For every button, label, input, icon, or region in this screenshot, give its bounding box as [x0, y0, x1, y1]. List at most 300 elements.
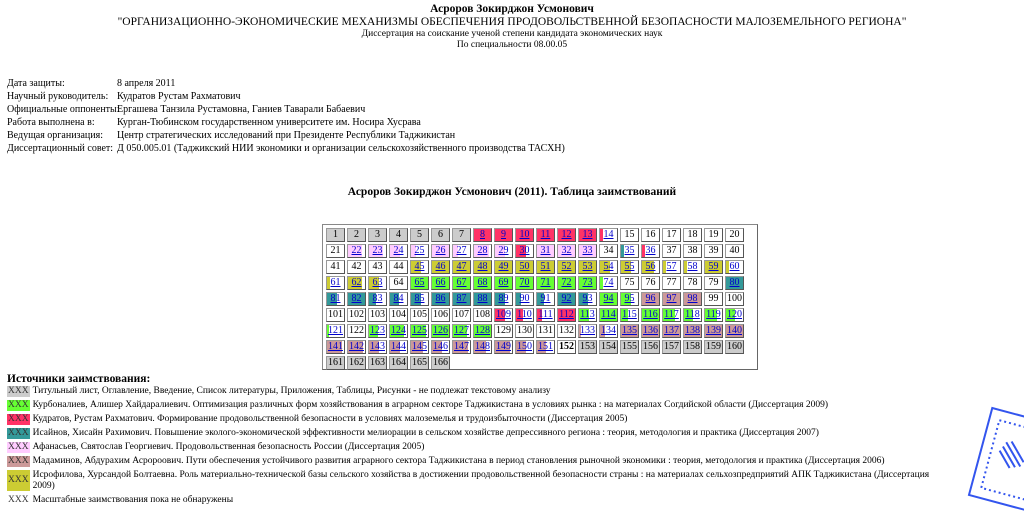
page-cell[interactable]	[389, 324, 408, 338]
page-cell	[683, 340, 702, 354]
page-number: 158	[685, 341, 700, 352]
page-cell[interactable]	[368, 324, 387, 338]
page-number: 166	[433, 357, 448, 368]
page-cell[interactable]	[431, 324, 450, 338]
page-cell[interactable]	[473, 324, 492, 338]
page-cell[interactable]	[599, 276, 618, 290]
page-cell[interactable]	[494, 228, 513, 242]
page-cell[interactable]	[473, 292, 492, 306]
page-link[interactable]: 145	[412, 341, 427, 352]
page-cell[interactable]	[725, 276, 744, 290]
page-number: 18	[687, 229, 698, 240]
page-cell[interactable]	[452, 340, 471, 354]
page-cell	[704, 228, 723, 242]
page-cell[interactable]	[368, 340, 387, 354]
page-link[interactable]: 146	[433, 341, 448, 352]
page-link[interactable]: 72	[561, 277, 572, 288]
page-link[interactable]: 94	[603, 293, 614, 304]
page-cell[interactable]	[515, 308, 534, 322]
page-cell	[389, 308, 408, 322]
legend-text: Кудратов, Рустам Рахматович. Формирование продовольственной безопасности в условиях малоземелья и трудоизбыточности (Диссертация 2005)	[32, 414, 628, 424]
page-link[interactable]: 60	[729, 261, 740, 272]
page-number: 5	[417, 229, 422, 240]
page-link[interactable]: 9	[501, 229, 506, 240]
page-cell[interactable]	[410, 340, 429, 354]
page-link[interactable]: 117	[664, 309, 679, 320]
page-cell[interactable]	[557, 276, 576, 290]
page-cell[interactable]	[515, 340, 534, 354]
page-cell[interactable]	[536, 260, 555, 274]
page-cell	[704, 276, 723, 290]
page-cell[interactable]	[557, 292, 576, 306]
page-link[interactable]: 45	[414, 261, 425, 272]
page-cell[interactable]	[578, 308, 597, 322]
page-cell	[725, 340, 744, 354]
page-link[interactable]: 115	[622, 309, 637, 320]
page-link[interactable]: 85	[414, 293, 425, 304]
page-link[interactable]: 149	[496, 341, 511, 352]
page-cell	[389, 228, 408, 242]
page-link[interactable]: 30	[519, 245, 530, 256]
page-link[interactable]: 98	[687, 293, 698, 304]
page-cell[interactable]	[536, 340, 555, 354]
page-cell	[389, 276, 408, 290]
page-link[interactable]: 12	[561, 229, 572, 240]
page-cell[interactable]	[620, 292, 639, 306]
page-cell[interactable]	[431, 292, 450, 306]
page-cell[interactable]	[641, 260, 660, 274]
page-number: 7	[459, 229, 464, 240]
page-link[interactable]: 33	[582, 245, 593, 256]
dissertation-title: "ОРГАНИЗАЦИОННО-ЭКОНОМИЧЕСКИЕ МЕХАНИЗМЫ ОБЕСПЕЧЕНИЯ ПРОДОВОЛЬСТВЕННОЙ БЕЗОПАСНОСТИ МАЛОЗЕМЕЛЬНОГО РЕГИОНА"	[117, 16, 907, 28]
page-link[interactable]: 140	[727, 325, 742, 336]
page-cell[interactable]	[641, 324, 660, 338]
page-cell[interactable]	[662, 308, 681, 322]
page-cell[interactable]	[683, 260, 702, 274]
author-name: Асроров Зокирджон Усмонович	[430, 3, 594, 15]
page-cell[interactable]	[599, 308, 618, 322]
page-cell[interactable]	[578, 292, 597, 306]
page-cell[interactable]	[599, 324, 618, 338]
page-cell	[641, 228, 660, 242]
page-link[interactable]: 65	[414, 277, 425, 288]
page-link[interactable]: 36	[645, 245, 656, 256]
page-link[interactable]: 138	[685, 325, 700, 336]
page-link[interactable]: 124	[391, 325, 406, 336]
page-link[interactable]: 112	[559, 309, 574, 320]
page-cell[interactable]	[326, 292, 345, 306]
page-link[interactable]: 55	[624, 261, 635, 272]
page-cell[interactable]	[494, 276, 513, 290]
page-link[interactable]: 66	[435, 277, 446, 288]
page-link[interactable]: 144	[391, 341, 406, 352]
info-label: Работа выполнена в:	[7, 117, 95, 128]
page-cell[interactable]	[326, 340, 345, 354]
page-cell	[662, 340, 681, 354]
page-link[interactable]: 8	[480, 229, 485, 240]
page-link[interactable]: 73	[582, 277, 593, 288]
page-cell[interactable]	[683, 292, 702, 306]
legend-text: Исайнов, Хисайн Рахимович. Повышение эколого-экономической эффективности мелиорации в сельском хозяйстве депрессивного региона : теория, методология и практика (Диссертация 2007)	[32, 428, 819, 438]
page-link[interactable]: 67	[456, 277, 467, 288]
page-link[interactable]: 24	[393, 245, 404, 256]
page-number: 106	[433, 309, 448, 320]
page-number: 15	[624, 229, 635, 240]
page-link[interactable]: 53	[582, 261, 593, 272]
page-link[interactable]: 70	[519, 277, 530, 288]
page-link[interactable]: 141	[328, 341, 343, 352]
page-link[interactable]: 80	[729, 277, 740, 288]
page-link[interactable]: 69	[498, 277, 509, 288]
page-cell	[410, 228, 429, 242]
page-number: 44	[393, 261, 404, 272]
page-cell[interactable]	[389, 244, 408, 258]
info-row	[7, 103, 565, 116]
page-link[interactable]: 23	[372, 245, 383, 256]
page-link[interactable]: 62	[351, 277, 362, 288]
legend-text: Афанасьев, Святослав Георгиевич. Продовольственная безопасность России (Диссертация 2005)	[32, 442, 425, 452]
page-link[interactable]: 114	[601, 309, 616, 320]
legend-text: Титульный лист, Оглавление, Введение, Список литературы, Приложения, Таблицы, Рисунки - не подлежат текстовому анализу	[32, 386, 551, 396]
legend-title: Источники заимствования:	[7, 373, 151, 385]
page-cell	[557, 340, 576, 354]
page-cell[interactable]	[578, 228, 597, 242]
page-cell[interactable]	[473, 244, 492, 258]
info-row	[7, 77, 565, 90]
legend-item	[7, 414, 947, 425]
page-cell[interactable]	[557, 260, 576, 274]
page-link[interactable]: 51	[540, 261, 551, 272]
specialty-line: По специальности 08.00.05	[456, 40, 568, 50]
page-link[interactable]: 11	[540, 229, 551, 240]
page-link[interactable]: 47	[456, 261, 467, 272]
page-cell	[347, 356, 366, 370]
page-cell[interactable]	[389, 340, 408, 354]
page-cell[interactable]	[557, 308, 576, 322]
page-number: 76	[645, 277, 656, 288]
page-cell[interactable]	[662, 324, 681, 338]
page-link[interactable]: 35	[624, 245, 635, 256]
page-link[interactable]: 128	[475, 325, 490, 336]
page-link[interactable]: 26	[435, 245, 446, 256]
page-cell[interactable]	[515, 228, 534, 242]
page-cell[interactable]	[662, 260, 681, 274]
page-cell[interactable]	[578, 260, 597, 274]
page-cell	[725, 244, 744, 258]
page-cell[interactable]	[368, 244, 387, 258]
page-cell	[704, 292, 723, 306]
page-cell[interactable]	[515, 292, 534, 306]
page-number: 99	[708, 293, 719, 304]
page-cell	[368, 356, 387, 370]
page-cell[interactable]	[431, 276, 450, 290]
page-link[interactable]: 133	[580, 325, 595, 336]
page-cell[interactable]	[620, 308, 639, 322]
page-cell[interactable]	[557, 244, 576, 258]
page-link[interactable]: 68	[477, 277, 488, 288]
page-cell[interactable]	[536, 276, 555, 290]
info-label: Официальные оппоненты:	[7, 104, 120, 115]
page-link[interactable]: 95	[624, 293, 635, 304]
page-link[interactable]: 123	[370, 325, 385, 336]
page-cell[interactable]	[452, 292, 471, 306]
page-link[interactable]: 127	[454, 325, 469, 336]
page-number: 162	[349, 357, 364, 368]
page-cell[interactable]	[725, 260, 744, 274]
page-grid	[322, 224, 758, 370]
page-cell[interactable]	[326, 324, 345, 338]
page-cell[interactable]	[620, 260, 639, 274]
page-link[interactable]: 71	[540, 277, 551, 288]
page-number: 164	[391, 357, 406, 368]
page-link[interactable]: 111	[538, 309, 553, 320]
page-cell[interactable]	[704, 324, 723, 338]
page-link[interactable]: 84	[393, 293, 404, 304]
page-cell[interactable]	[536, 228, 555, 242]
page-cell[interactable]	[494, 260, 513, 274]
page-cell[interactable]	[494, 340, 513, 354]
page-link[interactable]: 57	[666, 261, 677, 272]
info-value: Курган-Тюбинском государственном университете им. Носира Хусрава	[117, 117, 421, 128]
page-number: 108	[475, 309, 490, 320]
page-cell[interactable]	[368, 276, 387, 290]
page-cell[interactable]	[347, 292, 366, 306]
page-link[interactable]: 49	[498, 261, 509, 272]
page-cell[interactable]	[704, 308, 723, 322]
page-link[interactable]: 90	[519, 293, 530, 304]
page-link[interactable]: 151	[538, 341, 553, 352]
page-link[interactable]: 81	[330, 293, 341, 304]
page-cell[interactable]	[410, 244, 429, 258]
info-row	[7, 90, 565, 103]
page-cell	[578, 340, 597, 354]
page-number: 21	[330, 245, 341, 256]
page-cell[interactable]	[578, 324, 597, 338]
page-cell[interactable]	[536, 308, 555, 322]
grid-row	[326, 340, 744, 354]
page-link[interactable]: 87	[456, 293, 467, 304]
page-cell[interactable]	[473, 340, 492, 354]
page-number: 161	[328, 357, 343, 368]
page-cell[interactable]	[410, 292, 429, 306]
page-link[interactable]: 31	[540, 245, 551, 256]
info-label: Диссертационный совет:	[7, 143, 114, 154]
page-cell[interactable]	[494, 292, 513, 306]
page-cell[interactable]	[515, 276, 534, 290]
page-link[interactable]: 25	[414, 245, 425, 256]
grid-row	[326, 308, 744, 322]
page-cell[interactable]	[536, 292, 555, 306]
page-link[interactable]: 139	[706, 325, 721, 336]
page-link[interactable]: 120	[727, 309, 742, 320]
page-link[interactable]: 92	[561, 293, 572, 304]
page-number: 77	[666, 277, 677, 288]
page-cell[interactable]	[452, 260, 471, 274]
page-number: 101	[328, 309, 343, 320]
page-cell[interactable]	[536, 244, 555, 258]
page-cell[interactable]	[494, 308, 513, 322]
page-link[interactable]: 150	[517, 341, 532, 352]
info-value: Центр стратегических исследований при Президенте Республики Таджикистан	[117, 130, 456, 141]
page-link[interactable]: 86	[435, 293, 446, 304]
page-cell[interactable]	[578, 276, 597, 290]
info-label: Ведущая организация:	[7, 130, 104, 141]
page-link[interactable]: 113	[580, 309, 595, 320]
page-cell[interactable]	[410, 324, 429, 338]
page-number: 132	[559, 325, 574, 336]
page-link[interactable]: 97	[666, 293, 677, 304]
page-link[interactable]: 54	[603, 261, 614, 272]
page-link[interactable]: 27	[456, 245, 467, 256]
page-cell[interactable]	[515, 244, 534, 258]
page-cell[interactable]	[599, 292, 618, 306]
page-cell[interactable]	[641, 292, 660, 306]
page-link[interactable]: 116	[643, 309, 658, 320]
page-cell[interactable]	[431, 260, 450, 274]
page-link[interactable]: 29	[498, 245, 509, 256]
page-cell[interactable]	[452, 324, 471, 338]
page-link[interactable]: 48	[477, 261, 488, 272]
page-cell	[473, 308, 492, 322]
page-link[interactable]: 58	[687, 261, 698, 272]
page-number: 75	[624, 277, 635, 288]
page-cell[interactable]	[683, 324, 702, 338]
page-number: 163	[370, 357, 385, 368]
page-cell[interactable]	[725, 324, 744, 338]
page-cell[interactable]	[599, 260, 618, 274]
page-link[interactable]: 121	[328, 325, 343, 336]
page-cell[interactable]	[473, 276, 492, 290]
page-link[interactable]: 46	[435, 261, 446, 272]
page-link[interactable]: 109	[496, 309, 511, 320]
page-cell[interactable]	[515, 260, 534, 274]
page-cell	[326, 356, 345, 370]
legend-item	[7, 442, 947, 453]
page-cell	[326, 228, 345, 242]
page-cell[interactable]	[326, 276, 345, 290]
page-grid-table	[324, 226, 746, 372]
page-cell[interactable]	[641, 244, 660, 258]
page-cell[interactable]	[368, 292, 387, 306]
page-number: 153	[580, 341, 595, 352]
page-link[interactable]: 91	[540, 293, 551, 304]
page-link[interactable]: 88	[477, 293, 488, 304]
page-link[interactable]: 137	[664, 325, 679, 336]
page-link[interactable]: 28	[477, 245, 488, 256]
page-cell[interactable]	[410, 260, 429, 274]
legend-swatch: XXX	[8, 495, 29, 505]
page-link[interactable]: 96	[645, 293, 656, 304]
page-cell[interactable]	[557, 228, 576, 242]
page-cell[interactable]	[431, 340, 450, 354]
page-cell-fill	[726, 261, 729, 273]
page-link[interactable]: 32	[561, 245, 572, 256]
page-link[interactable]: 93	[582, 293, 593, 304]
page-cell[interactable]	[620, 244, 639, 258]
page-number: 155	[622, 341, 637, 352]
page-link[interactable]: 83	[372, 293, 383, 304]
page-cell[interactable]	[347, 340, 366, 354]
page-link[interactable]: 147	[454, 341, 469, 352]
page-cell	[410, 356, 429, 370]
page-link[interactable]: 52	[561, 261, 572, 272]
page-link[interactable]: 50	[519, 261, 530, 272]
page-link[interactable]: 118	[685, 309, 700, 320]
page-link[interactable]: 59	[708, 261, 719, 272]
page-link[interactable]: 10	[519, 229, 530, 240]
page-cell-fill	[621, 245, 624, 257]
page-cell	[326, 244, 345, 258]
page-cell[interactable]	[410, 276, 429, 290]
grid-row	[326, 292, 744, 306]
info-row	[7, 116, 565, 129]
page-cell[interactable]	[347, 244, 366, 258]
page-cell[interactable]	[494, 244, 513, 258]
page-cell	[326, 308, 345, 322]
page-cell	[641, 340, 660, 354]
page-cell	[410, 308, 429, 322]
page-link[interactable]: 110	[517, 309, 532, 320]
page-cell[interactable]	[704, 260, 723, 274]
page-cell[interactable]	[431, 244, 450, 258]
page-link[interactable]: 148	[475, 341, 490, 352]
page-cell[interactable]	[620, 324, 639, 338]
page-cell[interactable]	[683, 308, 702, 322]
grid-row	[326, 244, 744, 258]
page-cell[interactable]	[641, 308, 660, 322]
page-cell[interactable]	[578, 244, 597, 258]
official-stamp-icon	[960, 402, 1024, 522]
page-cell	[599, 340, 618, 354]
page-cell[interactable]	[599, 228, 618, 242]
page-cell[interactable]	[473, 228, 492, 242]
page-link[interactable]: 89	[498, 293, 509, 304]
page-link[interactable]: 56	[645, 261, 656, 272]
page-link[interactable]: 134	[601, 325, 616, 336]
page-number: 79	[708, 277, 719, 288]
page-number: 78	[687, 277, 698, 288]
page-link[interactable]: 82	[351, 293, 362, 304]
page-cell[interactable]	[725, 308, 744, 322]
page-link[interactable]: 135	[622, 325, 637, 336]
page-cell[interactable]	[347, 276, 366, 290]
page-cell	[557, 324, 576, 338]
page-link[interactable]: 126	[433, 325, 448, 336]
page-link[interactable]: 61	[330, 277, 341, 288]
page-link[interactable]: 125	[412, 325, 427, 336]
page-link[interactable]: 119	[706, 309, 721, 320]
page-cell[interactable]	[389, 292, 408, 306]
page-number: 43	[372, 261, 383, 272]
legend-swatch: XXX	[8, 386, 29, 396]
page-link[interactable]: 143	[370, 341, 385, 352]
page-link[interactable]: 14	[603, 229, 614, 240]
page-cell[interactable]	[452, 276, 471, 290]
page-link[interactable]: 136	[643, 325, 658, 336]
page-cell[interactable]	[473, 260, 492, 274]
page-number: 17	[666, 229, 677, 240]
page-cell	[431, 308, 450, 322]
grid-row	[326, 356, 744, 370]
page-cell[interactable]	[662, 292, 681, 306]
page-cell[interactable]	[452, 244, 471, 258]
page-cell	[389, 356, 408, 370]
page-link[interactable]: 63	[372, 277, 383, 288]
page-link[interactable]: 22	[351, 245, 362, 256]
page-link[interactable]: 13	[582, 229, 593, 240]
page-link[interactable]: 74	[603, 277, 614, 288]
page-link[interactable]: 142	[349, 341, 364, 352]
